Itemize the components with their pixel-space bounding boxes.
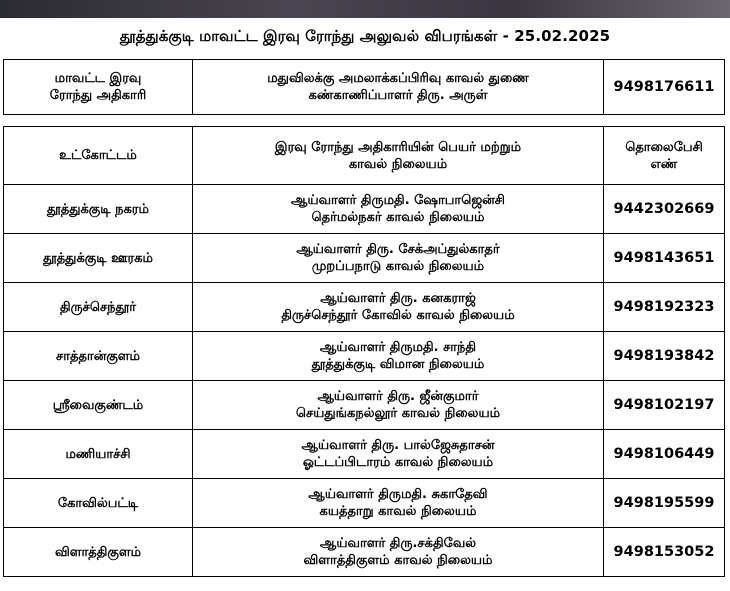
table-header-row	[4, 127, 725, 185]
police-station: தெர்மல்நகர் காவல் நிலையம்	[311, 210, 485, 225]
division-cell: சாத்தான்குளம்	[4, 332, 193, 381]
table-row	[4, 283, 725, 332]
officer-cell	[193, 185, 604, 234]
officer-phone-cell: 9498176611	[604, 60, 725, 115]
table-row	[4, 528, 725, 577]
division-cell: கோவில்பட்டி	[4, 479, 193, 528]
division-cell: திருச்செந்தூர்	[4, 283, 193, 332]
officer-name: ஆய்வாளர் திரு. கனகராஜ்	[320, 291, 476, 306]
phone-cell: 9442302669	[604, 185, 725, 234]
officer-name: ஆய்வாளர் திருமதி. சுகாதேவி	[308, 487, 488, 502]
officer-label-line1: மாவட்ட இரவு	[54, 71, 142, 86]
header-phone-line1: தொலைபேசி	[625, 139, 703, 155]
officer-name: ஆய்வாளர் திரு. சேக்அப்துல்காதர்	[296, 242, 500, 257]
table-row	[4, 185, 725, 234]
officer-name: ஆய்வாளர் திரு.சக்திவேல்	[319, 536, 477, 551]
header-phone	[604, 127, 725, 185]
officer-name-line2: கண்காணிப்பாளர் திரு. அருள்	[308, 88, 488, 103]
header-division: உட்கோட்டம்	[4, 127, 193, 185]
table-row	[4, 430, 725, 479]
table-row	[4, 234, 725, 283]
table-row	[4, 332, 725, 381]
phone-cell: 9498192323	[604, 283, 725, 332]
officer-cell	[193, 283, 604, 332]
header-photo-strip	[0, 0, 730, 18]
police-station: ஓட்டப்பிடாரம் காவல் நிலையம்	[302, 455, 494, 470]
police-station: செய்துங்கநல்லூர் காவல் நிலையம்	[295, 406, 501, 421]
division-cell: தூத்துக்குடி நகரம்	[4, 185, 193, 234]
officer-cell	[193, 234, 604, 283]
phone-cell: 9498193842	[604, 332, 725, 381]
phone-cell: 9498102197	[604, 381, 725, 430]
phone-cell: 9498153052	[604, 528, 725, 577]
officer-name: ஆய்வாளர் திரு. பால்ஜேசுதாசன்	[301, 438, 495, 453]
table-row	[4, 479, 725, 528]
table-row	[4, 381, 725, 430]
header-officer-line2: காவல் நிலையம்	[348, 156, 448, 172]
officer-name: ஆய்வாளர் திருமதி. சாந்தி	[319, 340, 477, 355]
officer-cell	[193, 332, 604, 381]
phone-cell: 9498195599	[604, 479, 725, 528]
header-officer	[193, 127, 604, 185]
police-station: முறப்பநாடு காவல் நிலையம்	[311, 259, 485, 274]
phone-cell: 9498143651	[604, 234, 725, 283]
police-station: தூத்துக்குடி விமான நிலையம்	[311, 357, 485, 372]
officer-name: ஆய்வாளர் திருமதி. ஷோபாஜென்சி	[291, 193, 505, 208]
officer-cell	[193, 430, 604, 479]
police-station: திருச்செந்தூர் கோவில் காவல் நிலையம்	[281, 308, 515, 323]
page-title: தூத்துக்குடி மாவட்ட இரவு ரோந்து அலுவல் விபரங்கள் - 25.02.2025	[119, 27, 611, 45]
division-cell: தூத்துக்குடி ஊரகம்	[4, 234, 193, 283]
district-officer-row	[4, 60, 725, 115]
phone-cell: 9498106449	[604, 430, 725, 479]
officer-name-line1: மதுவிலக்கு அமலாக்கப்பிரிவு காவல் துணை	[267, 71, 529, 86]
officer-label-cell	[4, 60, 193, 115]
officer-cell	[193, 479, 604, 528]
header-phone-line2: எண்	[650, 156, 678, 172]
police-station: விளாத்திகுளம் காவல் நிலையம்	[303, 553, 493, 568]
division-cell: ஸ்ரீவைகுண்டம்	[4, 381, 193, 430]
division-cell: மணியாச்சி	[4, 430, 193, 479]
officer-cell	[193, 381, 604, 430]
officer-name: ஆய்வாளர் திரு. ஜீன்குமார்	[317, 389, 479, 404]
officer-label-line2: ரோந்து அதிகாரி	[49, 88, 147, 103]
officer-name-cell	[193, 60, 604, 115]
division-cell: விளாத்திகுளம்	[4, 528, 193, 577]
district-officer-table	[3, 59, 725, 115]
header-officer-line1: இரவு ரோந்து அதிகாரியின் பெயர் மற்றும்	[274, 139, 522, 155]
officer-cell	[193, 528, 604, 577]
patrol-schedule-table	[3, 126, 725, 577]
police-station: கயத்தாறு காவல் நிலையம்	[319, 504, 477, 519]
